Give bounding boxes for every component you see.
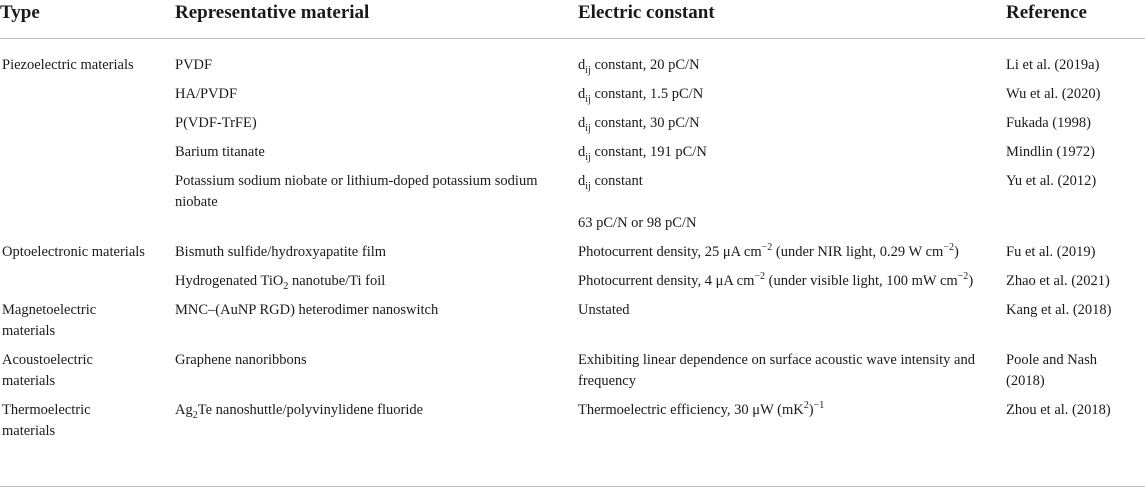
reference-cell: Wu et al. (2020) <box>1006 86 1101 102</box>
material-cell: Potassium sodium niobate or lithium-doped potassium sodium niobate <box>175 173 538 210</box>
reference-cell: Zhou et al. (2018) <box>1006 402 1111 418</box>
table-row <box>0 342 1145 392</box>
table-row <box>0 392 1145 442</box>
constant-cell: Photocurrent density, 25 μA $cm^{-2}$ (under NIR light, 0.29 W $cm^{-2}$) <box>578 242 959 260</box>
table-row <box>0 163 1145 213</box>
reference-cell: Poole and Nash (2018) <box>1006 352 1098 389</box>
type-cell: Optoelectronic materials <box>2 244 145 260</box>
table-row <box>0 263 1145 292</box>
table-row <box>0 234 1145 263</box>
reference-cell: Kang et al. (2018) <box>1006 302 1112 318</box>
table-row <box>0 134 1145 163</box>
constant-cell: $d_{ij}$ constant, 191 pC/N <box>578 144 707 163</box>
reference-cell: Li et al. (2019a) <box>1006 57 1100 73</box>
reference-cell: Zhao et al. (2021) <box>1006 273 1110 289</box>
header-reference: Reference <box>1006 0 1145 39</box>
material-cell: MNC–(AuNP RGD) heterodimer nanoswitch <box>175 302 439 318</box>
reference-cell: Mindlin (1972) <box>1006 144 1096 160</box>
constant-cell: Thermoelectric efficiency, 30 μW $(mK^2)^{-1}$ <box>578 400 825 418</box>
constant-cell: $d_{ij}$ constant <box>578 173 643 192</box>
reference-cell: Fu et al. (2019) <box>1006 244 1096 260</box>
type-cell <box>0 213 175 234</box>
table-bottom-rule <box>0 486 1145 487</box>
material-cell: PVDF <box>175 57 213 73</box>
table-header-row <box>0 0 1145 39</box>
material-cell: Barium titanate <box>175 144 265 160</box>
constant-cell: $d_{ij}$ constant, 20 pC/N <box>578 57 700 76</box>
header-constant: Electric constant <box>578 0 1006 39</box>
type-cell: Piezoelectric materials <box>2 57 134 73</box>
constant-cell: Exhibiting linear dependence on surface acoustic wave intensity and frequency <box>578 352 975 389</box>
table-row <box>0 76 1145 105</box>
constant-cell: $d_{ij}$ constant, 30 pC/N <box>578 115 700 134</box>
constant-cell: Photocurrent density, 4 μA $cm^{-2}$ (under visible light, 100 mW $cm^{-2}$) <box>578 271 974 289</box>
constant-cell: 63 pC/N or 98 pC/N <box>578 215 697 231</box>
material-cell: $Ag_2Te$ nanoshuttle/polyvinylidene fluoride <box>175 402 424 421</box>
constant-cell: Unstated <box>578 302 630 318</box>
constant-cell: $d_{ij}$ constant, 1.5 pC/N <box>578 86 704 105</box>
type-cell: Acoustoelectric materials <box>2 352 93 389</box>
type-cell: Thermoelectric materials <box>2 402 91 439</box>
reference-cell: Fukada (1998) <box>1006 115 1091 131</box>
table-row <box>0 105 1145 134</box>
material-cell: P(VDF-TrFE) <box>175 115 257 131</box>
type-cell <box>0 134 175 163</box>
reference-cell: Yu et al. (2012) <box>1006 173 1097 189</box>
table-row <box>0 39 1145 77</box>
type-cell <box>0 263 175 292</box>
type-cell <box>0 76 175 105</box>
material-cell: HA/PVDF <box>175 86 238 102</box>
table-row <box>0 213 1145 234</box>
table-row <box>0 292 1145 342</box>
reference-cell <box>1006 213 1145 234</box>
material-cell <box>175 213 578 234</box>
header-type: Type <box>0 0 175 39</box>
type-cell: Magnetoelectric materials <box>2 302 97 339</box>
material-cell: Graphene nanoribbons <box>175 352 307 368</box>
header-material: Representative material <box>175 0 578 39</box>
material-cell: Hydrogenated TiO$_2$ nanotube/Ti foil <box>175 273 386 292</box>
material-cell: Bismuth sulfide/hydroxyapatite film <box>175 244 387 260</box>
type-cell <box>0 163 175 213</box>
type-cell <box>0 105 175 134</box>
